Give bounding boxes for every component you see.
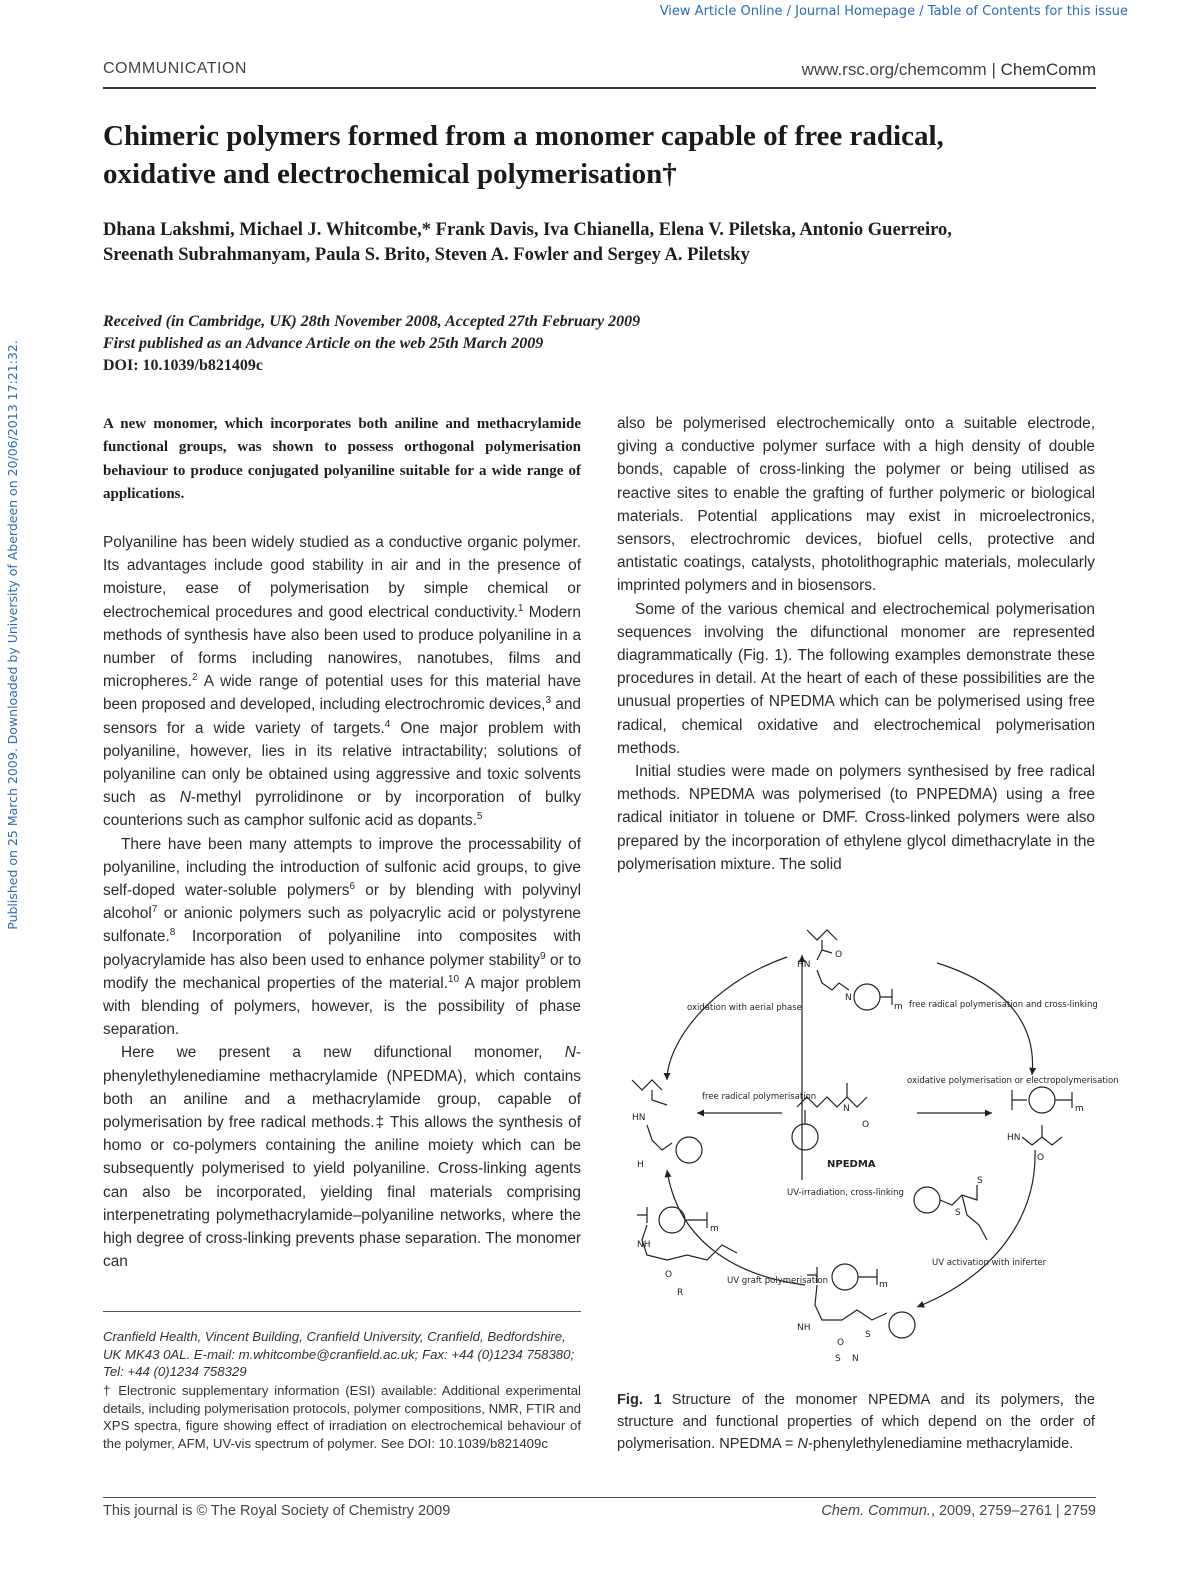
benzene-ring [914,1187,940,1213]
structure-bond [642,1225,737,1260]
paragraph: Polyaniline has been widely studied as a conductive organic polymer. Its advantages include good stability in air and in the presence of moisture, ease of polymerisation by simple chemical or electrochemical procedures and good electrical conductivity.$^1$ Modern methods of synthesis have also been used to produce polyaniline in a number of forms including nanowires, nanotubes, films and micropheres.$^2$ A wide range of potential uses for this material have been proposed and developed, including electrochromic devices,$^3$ and sensors for a wide variety of targets.$^4$ One major problem with polyaniline, however, lies in its relative intractability; solutions of polyaniline can only be obtained using aggressive and toxic solvents such as N-methyl pyrrolidinone or by incorporation of bulky counterions such as camphor sulfonic acid as dopants.$^5$ [103,534,581,830]
paragraph: There have been many attempts to improve the processability of polyaniline, including the introduction of sulfonic acid groups, to give self-doped water-soluble polymers$^6$ or by blending with polyvinyl alcohol$^7$ or anionic polymers such as polyacrylic acid or polystyrene sulfonate.$^8$ Incorporation of polyaniline into composites with polyacrylamide has also been used to enhance polymer stability$^9$ or to modify the mechanical properties of the material.$^{10}$ A major problem with blending of polymers, however, is the possibility of phase separation. [103,835,582,1039]
body-right-column [617,412,1095,876]
article-title: Chimeric polymers formed from a monomer capable of free radical, oxidative and electrochemical polymerisation† [103,120,944,190]
published-date: First published as an Advance Article on the web 25th March 2009 [103,335,544,352]
paragraph: Here we present a new difunctional monomer, N-phenylethylenediamine methacrylamide (NPEDMA), which contains both an aniline and a methacrylamide group, capable of polymerisation by free radical methods.‡ This allows the synthesis of homo or co-polymers containing the aniline moiety which can be subsequently polymerised to yield polyaniline. Cross-linking agents can also be incorporated, yielding final materials comprising interpenetrating polymethacrylamide–polyaniline networks, where the high degree of cross-linking prevents phase separation. The monomer can [103,1044,581,1271]
atom-label: R [677,1288,684,1298]
paragraph: Initial studies were made on polymers synthesised by free radical methods. NPEDMA was polymerised (to PNPEDMA) using a free radical initiator in toluene or DMF. Cross-linked polymers were also prepared by the incorporation of ethylene glycol dimethacrylate in the polymerisation mixture. The solid [617,763,1095,873]
structure-bond [632,1080,667,1105]
copyright-notice: This journal is © The Royal Society of Chemistry 2009 [103,1503,451,1519]
uv-irradiation-label: UV-irradiation, cross-linking [787,1188,904,1198]
atom-label: O [862,1120,870,1130]
journal-url[interactable]: www.rsc.org/chemcomm [801,60,987,79]
atom-label: O [1037,1153,1045,1163]
benzene-ring [659,1207,685,1233]
download-watermark [2,330,28,940]
top-nav [640,4,1128,19]
abstract: A new monomer, which incorporates both aniline and methacrylamide functional groups, was shown to possess orthogonal polymerisation behaviour to produce conjugated polyaniline suitable for a wide range of applications. [103,416,581,503]
subscript-label: m [879,1280,888,1290]
uv-graft-label: UV graft polymerisation [727,1276,828,1286]
cycle-arrow [667,1170,805,1285]
atom-label: N [845,993,852,1003]
structure-bond [858,1269,877,1285]
atom-label: S [865,1330,871,1340]
benzene-ring [854,984,880,1010]
cycle-arrow [667,957,787,1080]
dates-block [103,311,1003,355]
author-list: Dhana Lakshmi, Michael J. Whitcombe,* Frank Davis, Iva Chianella, Elena V. Piletska, Antonio Guerreiro, Sreenath Subrahmanyam, Paula S. Brito, Steven A. Fowler and Sergey A. Piletsky [103,220,952,265]
figure-1 [617,915,1119,1375]
header-divider: | [991,60,996,79]
footnote-rule [103,1311,581,1312]
benzene-ring [889,1312,915,1338]
journal-name: ChemComm [1000,60,1096,79]
doi[interactable]: DOI: 10.1039/b821409c [103,357,263,374]
reaction-scheme [617,915,1119,1375]
ref-link[interactable]: 6 [349,880,355,892]
structure-bond [817,940,832,960]
view-article-link[interactable]: View Article Online [659,4,783,19]
affiliation-footnote: Cranfield Health, Vincent Building, Cranfield University, Cranfield, Bedfordshire, UK MK43 0AL. E-mail: m.whitcombe@cranfield.ac.uk; Fax: +44 (0)1234 758380; Tel: +44 (0)1234 758329 [103,1329,575,1379]
header-rule [103,87,1096,89]
ref-link[interactable]: 10 [447,973,460,985]
citation-footer: Chem. Commun., 2009, 2759–2761 | 2759 [821,1503,1096,1519]
atom-label: HN [1007,1133,1021,1143]
download-watermark-text: Published on 25 March 2009. Downloaded by University of Aberdeen on 20/06/2013 17:21:32. [5,340,20,930]
ref-link[interactable]: 2 [191,672,198,684]
atom-label: H [637,1160,644,1170]
ref-link[interactable]: 3 [545,695,552,707]
page-number: 2759 [1063,1503,1096,1519]
nav-separator: / [782,4,796,19]
benzene-ring [832,1264,858,1290]
structure-bond [880,989,892,1005]
oxidation-label: oxidation with aerial phase [687,1003,802,1013]
ref-link[interactable]: 7 [151,904,158,916]
figure-caption: Fig. 1 Structure of the monomer NPEDMA and its polymers, the structure and functional properties of which depend on the order of polymerisation. NPEDMA = N-phenylethylenediamine methacrylamide. [617,1392,1095,1452]
subscript-label: m [1075,1104,1084,1114]
atom-label: O [835,950,843,960]
oxidative-label: oxidative polymerisation or electropolymerisation [907,1076,1119,1086]
structure-bond [1022,1125,1062,1145]
structure-bond [1055,1092,1072,1108]
benzene-ring [676,1137,702,1163]
free-radical-crosslink-label: free radical polymerisation and cross-linking [909,1000,1098,1010]
atom-label: N [843,1104,850,1114]
benzene-ring [1029,1087,1055,1113]
journal-header [802,60,1096,80]
footer-rule [103,1497,1096,1498]
journal-homepage-link[interactable]: Journal Homepage [795,4,916,19]
esi-footnote: † Electronic supplementary information (ESI) available: Additional experimental details, including polymerisation protocols, polymer compositions, NMR, FTIR and XPS spectra, figure showing effect of irradiation on electrochemical behaviour of the polymer, AFM, UV-vis spectrum of polymer. See DOI: 10.1039/b821409c [103,1383,581,1451]
section-label: COMMUNICATION [103,60,247,77]
structure-bond [817,970,849,990]
structure-bond [647,1125,672,1150]
paragraph: also be polymerised electrochemically onto a suitable electrode, giving a conductive polymer surface with a high density of double bonds, capable of cross-linking the polymer or being utilised as reactive sites to enable the grafting of further polymeric or biological materials. Potential applications may exist in microelectronics, sensors, electrochromic devices, biofuel cells, protective and antistatic coatings, catalysts, photolithographic materials, molecularly imprinted polymers and in biosensors. [617,415,1095,595]
monomer-label: NPEDMA [827,1159,876,1170]
received-date: Received (in Cambridge, UK) 28th November 2008, Accepted 27th February 2009 [103,313,641,330]
subscript-label: m [894,1002,903,1012]
atom-label: S [955,1208,961,1218]
atom-label: O [665,1270,673,1280]
structure-bond [685,1212,707,1228]
ref-link[interactable]: 4 [384,718,391,730]
footer-divider: | [1055,1503,1060,1519]
atom-label: NH [797,1323,811,1333]
ref-link[interactable]: 8 [169,927,176,939]
subscript-label: m [710,1224,719,1234]
body-left-column [103,531,581,1274]
table-of-contents-link[interactable]: Table of Contents for this issue [927,4,1128,19]
ref-link[interactable]: 1 [517,602,524,614]
benzene-ring [792,1124,818,1150]
structure-bond [815,1285,887,1320]
paragraph: Some of the various chemical and electrochemical polymerisation sequences involving the difunctional monomer are represented diagrammatically (Fig. 1). The following examples demonstrate these procedures in detail. At the heart of each of these possibilities are the unusual properties of NPEDMA which can be polymerised using free radical, chemical oxidative and electrochemical polymerisation methods. [617,600,1095,757]
journal-abbrev: Chem. Commun. [821,1503,931,1519]
structure-bond [637,1207,647,1223]
ref-link[interactable]: 9 [539,950,546,962]
atom-label: S [977,1176,983,1186]
structure-bond [807,930,837,940]
free-radical-label: free radical polymerisation [702,1092,817,1102]
uv-activation-label: UV activation with iniferter [932,1258,1047,1268]
atom-label: N [852,1354,859,1364]
nav-separator: / [915,4,928,19]
atom-label: HN [797,960,811,970]
atom-label: HN [632,1113,646,1123]
atom-label: O [837,1338,845,1348]
structure-bond [940,1185,987,1240]
atom-label: NH [637,1240,651,1250]
figure-label: Fig. 1 [617,1392,662,1408]
structure-bond [1012,1090,1027,1110]
cycle-arrow [937,963,1033,1075]
atom-label: S [835,1354,841,1364]
ref-link[interactable]: 5 [476,811,483,823]
cycle-arrow [917,1150,1035,1307]
